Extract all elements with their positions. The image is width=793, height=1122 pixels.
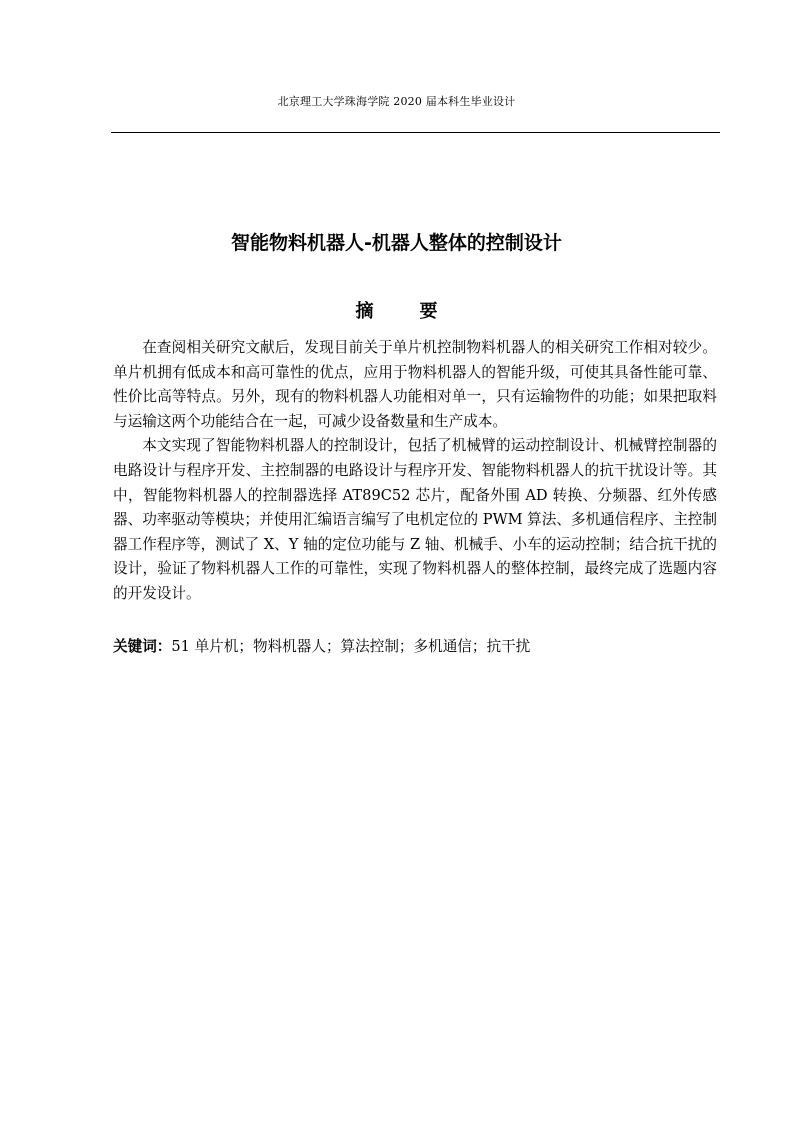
abstract-paragraph-2: 本文实现了智能物料机器人的控制设计，包括了机械臂的运动控制设计、机械臂控制器的电路设计与程序开发、主控制器的电路设计与程序开发、智能物料机器人的抗干扰设计等。其中，智能物料机器人的控制器选择 AT89C52 芯片，配备外围 AD 转换、分频器、红外传感器、功率驱动等模块；并使用汇编语言编写了电机定位的 PWM 算法、多机通信程序、主控制器工作程序等，测试了 X、Y 轴的定位功能与 Z 轴、机械手、小车的运动控制；结合抗干扰的设计，验证了物料机器人工作的可靠性，实现了物料机器人的整体控制，最终完成了选题内容的开发设计。 (113, 437, 717, 602)
keywords-label: 关键词： (113, 638, 172, 655)
keywords-line (113, 635, 717, 660)
abstract-heading: 摘 要 (355, 301, 452, 322)
abstract-paragraph-1: 在查阅相关研究文献后，发现目前关于单片机控制物料机器人的相关研究工作相对较少。单片机拥有低成本和高可靠性的优点，应用于物料机器人的智能升级，可使其具备性能可靠、性价比高等特点。另外，现有的物料机器人功能相对单一，只有运输物件的功能；如果把取料与运输这两个功能结合在一起，可减少设备数量和生产成本。 (113, 339, 717, 430)
header-divider (111, 132, 720, 133)
document-title: 智能物料机器人-机器人整体的控制设计 (231, 232, 562, 254)
running-header: 北京理工大学珠海学院 2020 届本科生毕业设计 (277, 95, 516, 108)
keywords-text: 51 单片机；物料机器人；算法控制；多机通信；抗干扰 (171, 638, 531, 655)
abstract-body (113, 336, 717, 607)
